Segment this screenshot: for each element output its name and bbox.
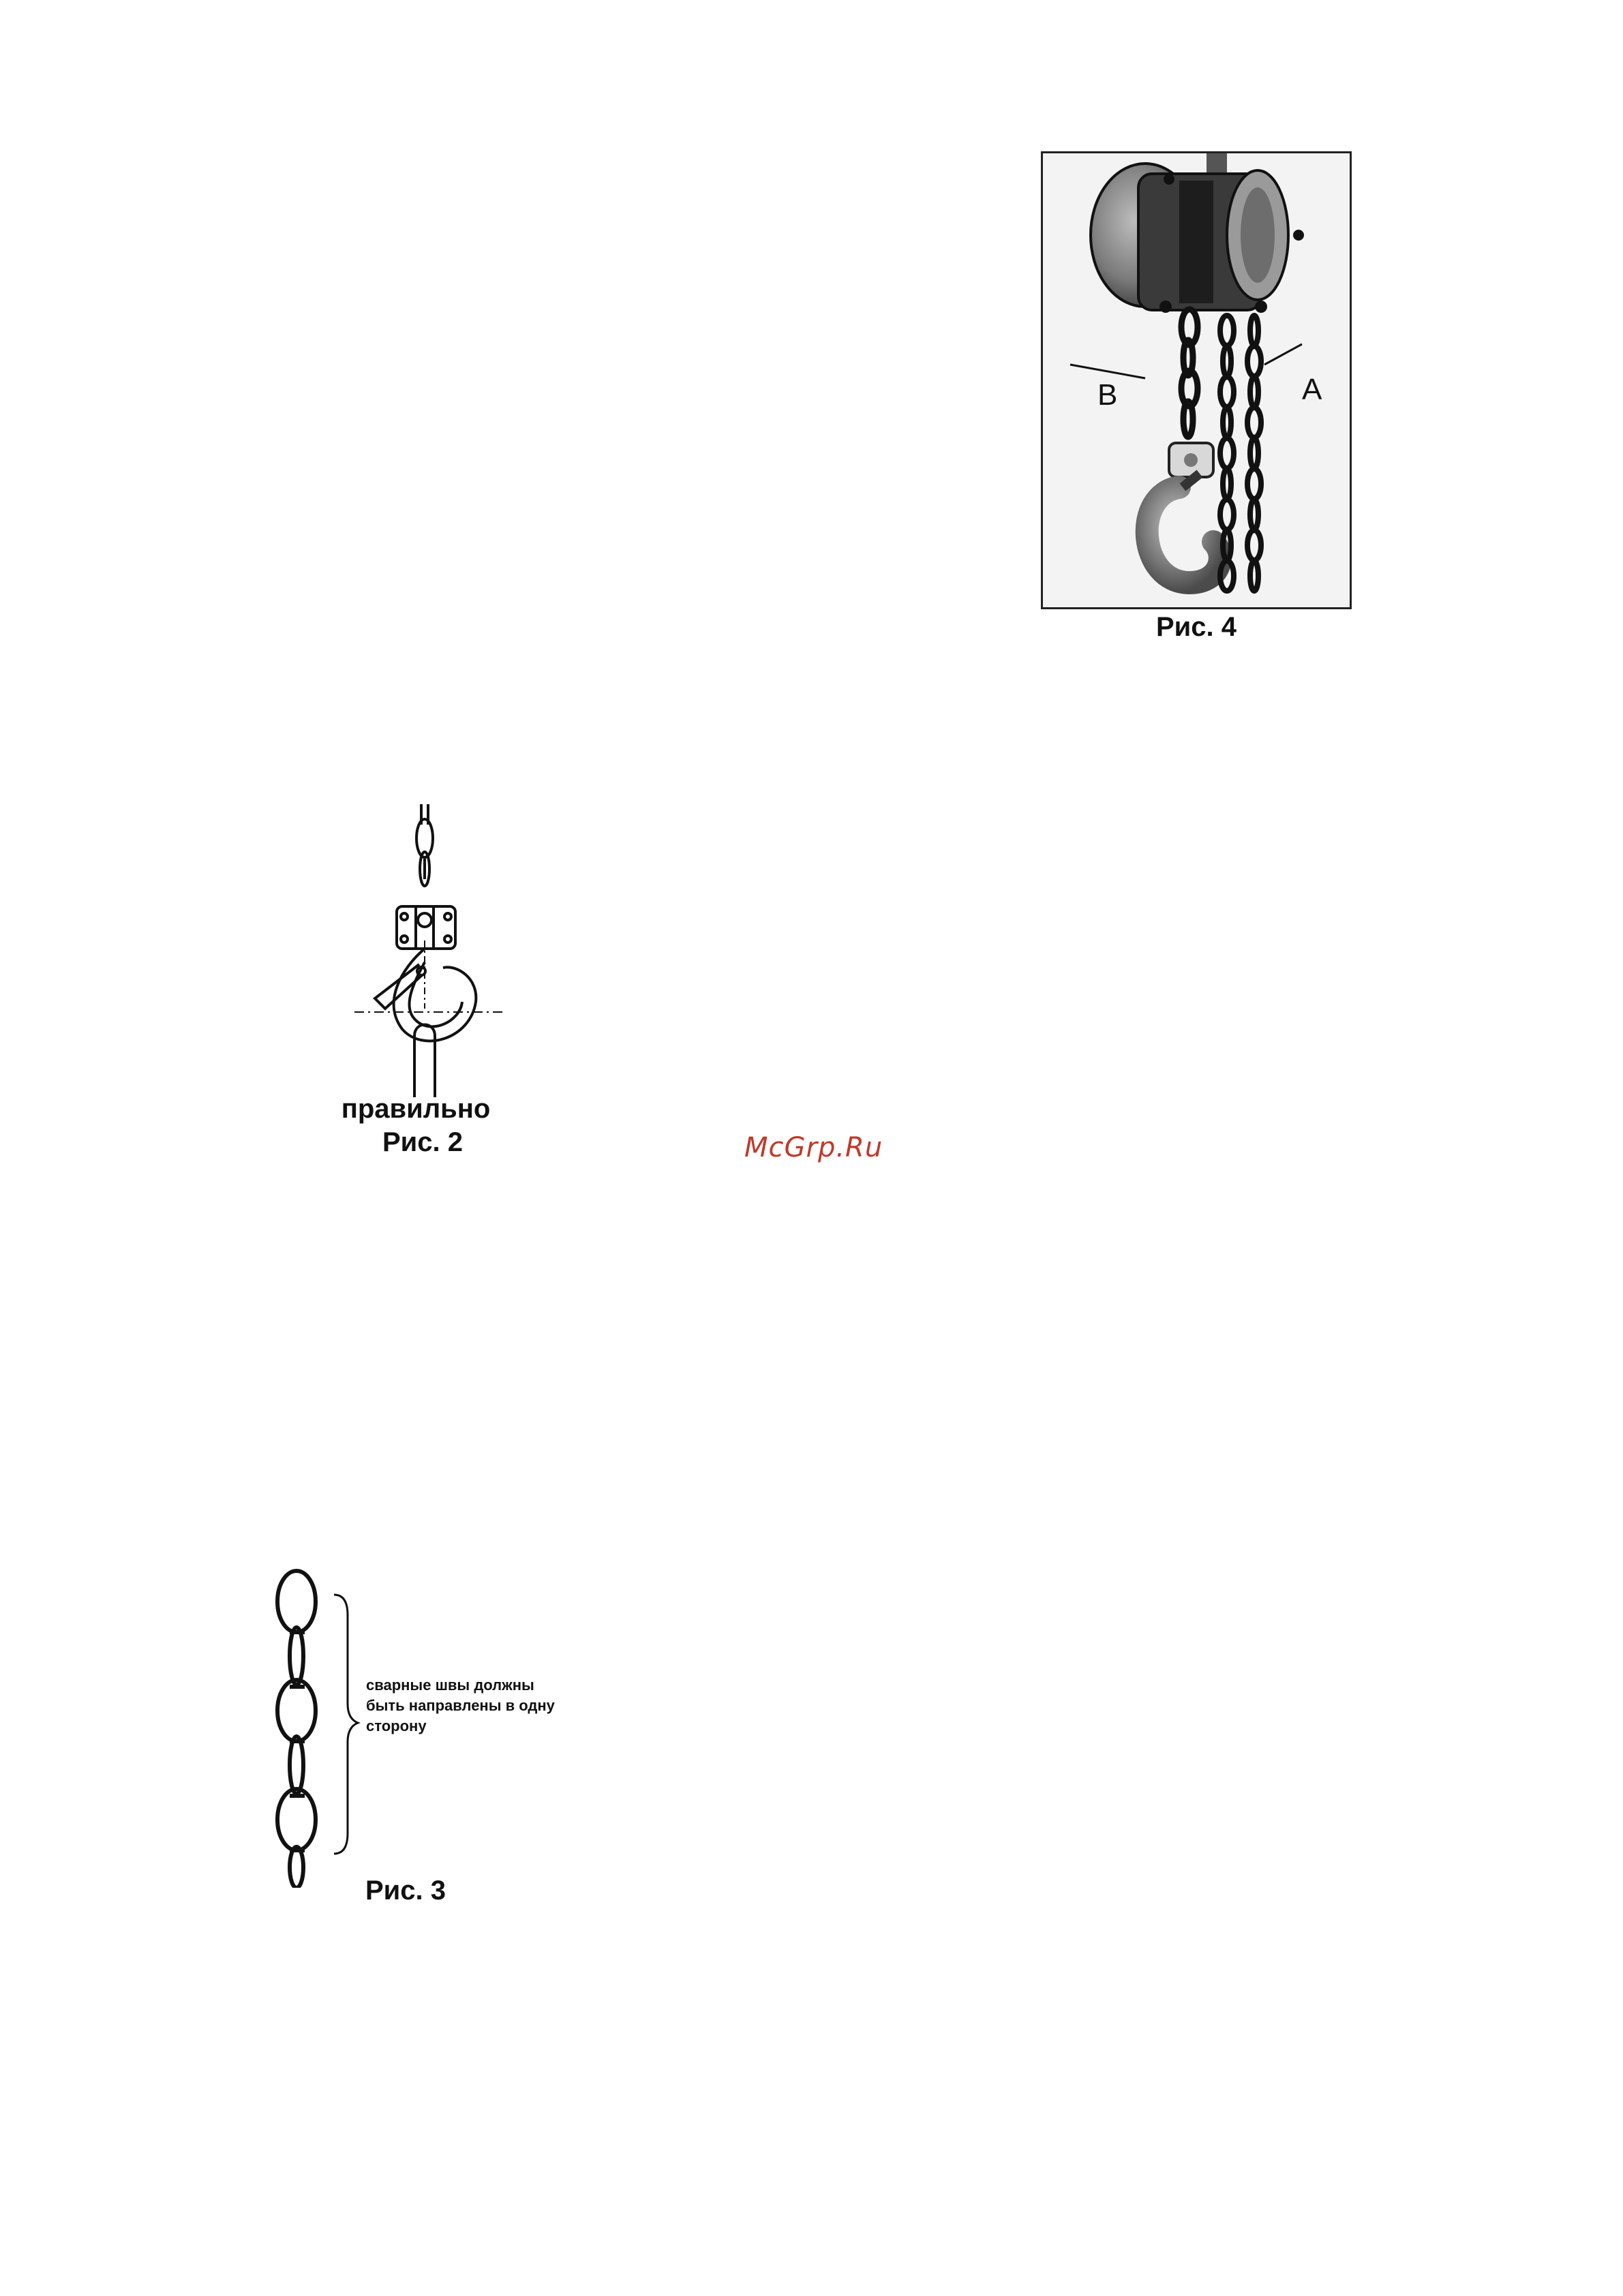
label-b: B [1097,378,1118,412]
figure-3-drawing [269,1567,365,1888]
figure-4-caption: Рис. 4 [1156,612,1237,642]
figure-2-drawing [354,804,504,1097]
figure-3-caption: Рис. 3 [365,1876,446,1905]
figure-3-note [366,1675,584,1736]
chain-drawing [269,1567,365,1888]
note-line-2: быть направлены в одну [366,1697,555,1714]
figure-4-photo [1041,151,1352,609]
note-line-3: сторону [366,1717,427,1734]
watermark: McGrp.Ru [744,1132,883,1163]
figure-2-label: правильно [341,1094,491,1124]
brace [334,1595,358,1854]
hook-drawing [354,804,504,1097]
note-line-1: сварные швы должны [366,1677,534,1694]
leader-line-b [1070,365,1145,378]
label-a: A [1302,373,1322,406]
figure-2-caption: Рис. 2 [382,1127,463,1157]
leader-line-a [1264,344,1302,365]
